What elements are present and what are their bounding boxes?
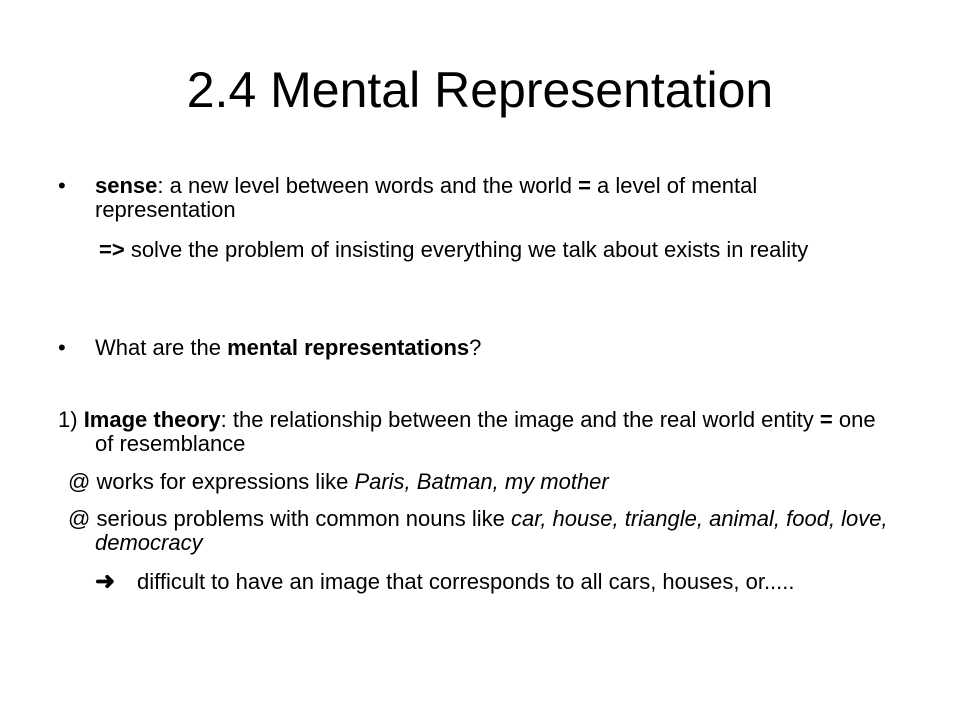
- question-text-b: ?: [469, 335, 482, 360]
- point-difficult: [95, 570, 875, 594]
- term-image-theory: Image theory: [83, 407, 221, 432]
- consequence-text: solve the problem of insisting everything we talk about exists in reality: [124, 237, 809, 262]
- implication-arrow: =>: [99, 237, 125, 262]
- point-difficult-text: difficult to have an image that corresponds to all cars, houses, or.....: [137, 569, 795, 594]
- bullet-sense-text-b: a level of mental representation: [95, 173, 758, 222]
- theory-number: 1): [58, 407, 84, 432]
- theory-text-a: : the relationship between the image and the real world entity: [220, 407, 820, 432]
- term-mental-representations: mental representations: [227, 335, 470, 360]
- point-problems-text: serious problems with common nouns like: [90, 506, 511, 531]
- point-works: [68, 470, 888, 494]
- term-sense: sense: [95, 173, 158, 198]
- point-problems: [68, 507, 895, 555]
- point-works-text: works for expressions like: [90, 469, 355, 494]
- point-problems-examples: car, house, triangle, animal, food, love, democracy: [95, 506, 888, 555]
- equals-sign: =: [578, 173, 591, 198]
- image-theory: [58, 408, 895, 456]
- theory-text-b: one of resemblance: [95, 407, 876, 456]
- bullet-sense-text-a: : a new level between words and the world: [157, 173, 579, 198]
- at-marker: @: [68, 506, 91, 531]
- at-marker: @: [68, 469, 91, 494]
- bullet-marker: •: [58, 335, 66, 360]
- bullet-question: [95, 336, 895, 360]
- bullet-sense-consequence: [95, 238, 895, 262]
- slide-title: 2.4 Mental Representation: [186, 62, 774, 118]
- bullet-sense: [95, 174, 895, 222]
- point-works-examples: Paris, Batman, my mother: [354, 469, 609, 494]
- bullet-marker: •: [58, 173, 66, 198]
- right-arrow-icon: ➜: [95, 568, 116, 595]
- question-text-a: What are the: [95, 335, 228, 360]
- equals-sign: =: [819, 407, 833, 432]
